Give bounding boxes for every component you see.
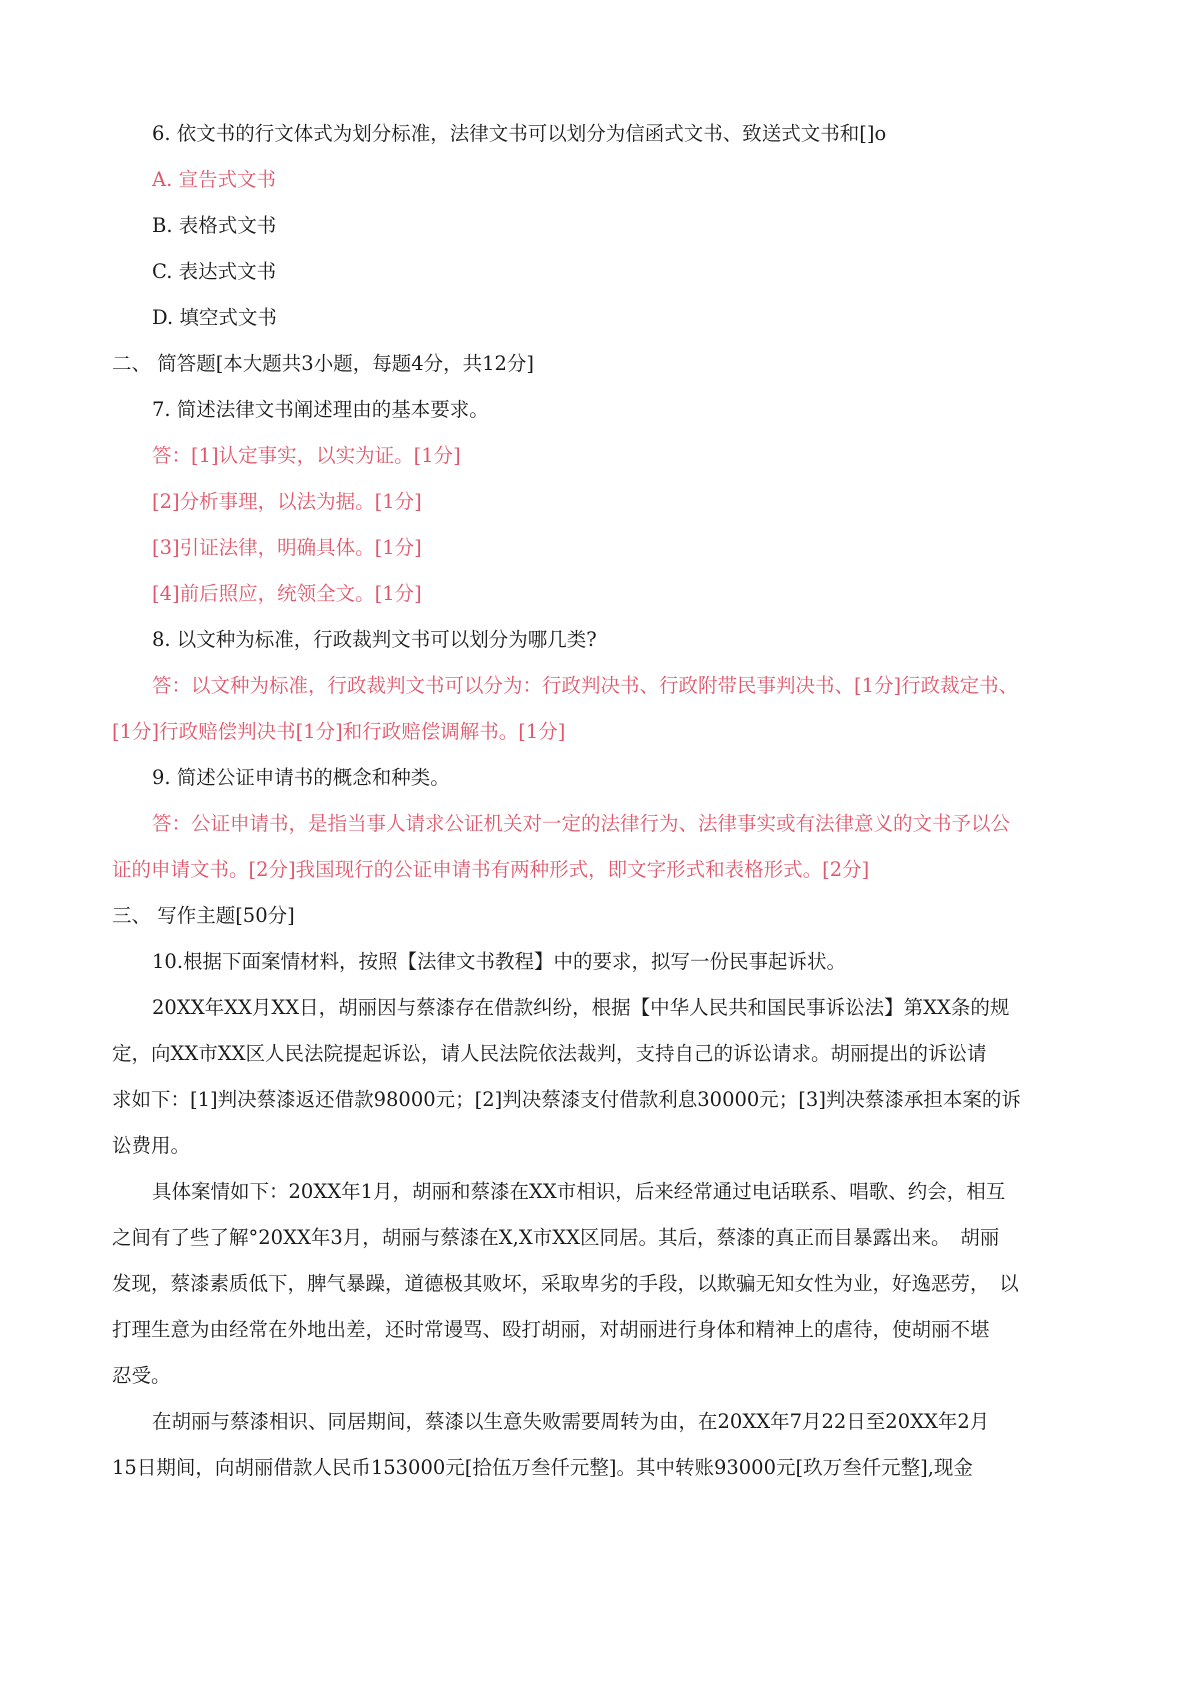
question-7-answer-4: [4]前后照应，统领全文。[1分] xyxy=(152,582,422,605)
option-a-text: 宣告式文书 xyxy=(178,168,276,191)
case-para-1-line-3: 求如下：[1]判决蔡漆返还借款98000元；[2]判决蔡漆支付借款利息30000元；[3]判决蔡漆承担本案的诉 xyxy=(112,1088,1021,1111)
question-7-answer-3: [3]引证法律，明确具体。[1分] xyxy=(152,536,422,559)
case-para-3-line-2: 15日期间，向胡丽借款人民币153000元[拾伍万叁仟元整]。其中转账93000元[玖万叁仟元整],现金 xyxy=(112,1456,973,1479)
case-para-1-line-2: 定，向XX市XX区人民法院提起诉讼，请人民法院依法裁判，支持自己的诉讼请求。胡丽提出的诉讼请 xyxy=(112,1042,987,1065)
case-para-2-line-4: 打理生意为由经常在外地出差，还时常谩骂、殴打胡丽，对胡丽进行身体和精神上的虐待，使胡丽不堪 xyxy=(112,1318,990,1341)
question-7-stem: 7. 简述法律文书阐述理由的基本要求。 xyxy=(152,398,489,421)
question-9-answer-line-1: 答：公证申请书，是指当事人请求公证机关对一定的法律行为、法律事实或有法律意义的文书予以公 xyxy=(152,812,1011,835)
question-8-stem: 8. 以文种为标准，行政裁判文书可以划分为哪几类? xyxy=(152,628,597,651)
option-a xyxy=(152,167,276,193)
section-2-title: 二、 简答题[本大题共3小题，每题4分，共12分] xyxy=(112,352,535,375)
option-d-text: 填空式文书 xyxy=(179,306,277,329)
option-c-text: 表达式文书 xyxy=(178,260,277,283)
option-d xyxy=(152,305,277,331)
option-b-letter: B. xyxy=(152,214,173,237)
option-c-letter: C. xyxy=(152,260,173,283)
question-10-stem: 10.根据下面案情材料，按照【法律文书教程】中的要求，拟写一份民事起诉状。 xyxy=(152,950,847,973)
case-para-2-line-1: 具体案情如下：20XX年1月，胡丽和蔡漆在XX市相识，后来经常通过电话联系、唱歌、约会，相互 xyxy=(152,1180,1006,1203)
option-c xyxy=(152,259,276,285)
question-7-answer-2: [2]分析事理，以法为据。[1分] xyxy=(152,490,422,513)
option-b xyxy=(152,213,276,239)
case-para-3-line-1: 在胡丽与蔡漆相识、同居期间，蔡漆以生意失败需要周转为由，在20XX年7月22日至20XX年2月 xyxy=(152,1410,990,1433)
question-6-stem: 6. 依文书的行文体式为划分标准，法律文书可以划分为信函式文书、致送式文书和[]o xyxy=(152,122,887,145)
question-9-stem: 9. 简述公证申请书的概念和种类。 xyxy=(152,766,450,789)
case-para-2-line-5: 忍受。 xyxy=(112,1364,171,1387)
question-7-answer-1: 答：[1]认定事实，以实为证。[1分] xyxy=(152,444,461,467)
question-9-answer-line-2: 证的申请文书。[2分]我国现行的公证申请书有两种形式，即文字形式和表格形式。[2分] xyxy=(112,858,870,881)
option-a-letter: A. xyxy=(152,168,173,191)
case-para-1-line-1: 20XX年XX月XX日，胡丽因与蔡漆存在借款纠纷，根据【中华人民共和国民事诉讼法】第XX条的规 xyxy=(152,996,1010,1019)
section-3-title: 三、 写作主题[50分] xyxy=(112,904,295,927)
question-8-answer-line-2: [1分]行政赔偿判决书[1分]和行政赔偿调解书。[1分] xyxy=(112,720,566,743)
option-d-letter: D. xyxy=(152,306,174,329)
case-para-2-line-3: 发现，蔡漆素质低下，脾气暴躁，道德极其败坏，采取卑劣的手段，以欺骗无知女性为业，好逸恶劳， 以 xyxy=(112,1272,1019,1295)
option-b-text: 表格式文书 xyxy=(178,214,277,237)
question-8-answer-line-1: 答：以文种为标准，行政裁判文书可以分为：行政判决书、行政附带民事判决书、[1分]行政裁定书、 xyxy=(152,674,1019,697)
case-para-2-line-2: 之间有了些了解°20XX年3月，胡丽与蔡漆在X,X市XX区同居。其后，蔡漆的真正而目暴露出来。 胡丽 xyxy=(112,1226,1000,1249)
case-para-1-line-4: 讼费用。 xyxy=(112,1134,191,1157)
